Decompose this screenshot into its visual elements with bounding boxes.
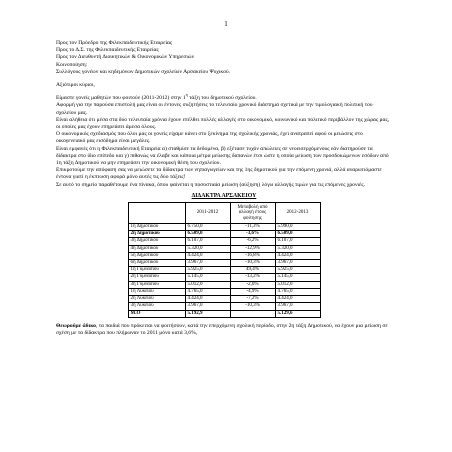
fee-2012-cell: 5.145,0 <box>275 274 320 281</box>
fee-2012-cell: 3.967,0 <box>275 303 320 310</box>
paragraph: Σε αυτό το σημείο παραθέτουμε ένα πίνακα, όπου φαίνεται η ποσοστιαία μείωση (αύξηση) λόγω αλλαγής τιμών για τις επόμενες χρονιές. <box>56 181 365 188</box>
grade-cell: 2η Δημοτικού <box>128 231 185 238</box>
fee-2012-cell: 6.509,0 <box>275 231 320 238</box>
addressee-line: Προς τον Πρόεδρο της Φιλεκπαιδευτικής Εταιρείας <box>56 40 173 46</box>
fee-2011-cell: 5.145,0 <box>185 274 230 281</box>
fee-2012-cell: 5.129,6 <box>275 310 320 317</box>
grade-cell: 3η Γυμνασίου <box>128 281 185 288</box>
grade-cell: 1η Γυμνασίου <box>128 267 185 274</box>
grade-cell: 2η Λυκείου <box>128 296 185 303</box>
change-cell: -16,8% <box>230 252 275 259</box>
change-cell: -4,9% <box>230 288 275 295</box>
grade-cell: 1η Λυκείου <box>128 288 185 295</box>
addressee-block <box>56 40 392 76</box>
cc-recipients: Συλλόγους γονέων και κηδεμόνων Δημοτικών σχολείων Αρσακείου Ψυχικού. <box>56 68 231 75</box>
fee-2011-cell: 3.967,0 <box>185 260 230 267</box>
table-header-row <box>128 203 320 224</box>
fee-2012-cell: 3.967,0 <box>275 260 320 267</box>
fee-2012-cell: 4.765,0 <box>275 288 320 295</box>
fee-2011-cell: 4.424,0 <box>185 252 230 259</box>
fee-2011-cell: 4.765,0 <box>185 288 230 295</box>
fee-2012-cell: 5.320,0 <box>275 245 320 252</box>
grade-cell: 5η Δημοτικού <box>128 252 185 259</box>
closing-paragraph <box>56 323 392 337</box>
change-cell: -6,2% <box>230 238 275 245</box>
table-row <box>128 303 320 310</box>
change-cell: -11,3% <box>230 224 275 231</box>
intro-text-end: τάξη του δημοτικού σχολείου. <box>187 95 257 102</box>
change-cell: -10,3% <box>230 260 275 267</box>
change-cell: -10,3% <box>230 303 275 310</box>
grade-cell: 2η Γυμνασίου <box>128 274 185 281</box>
table-average-row <box>128 310 320 317</box>
paragraph: Επικροτούμε την απόφαση σας να μειώσετε τα δίδακτρα των νηπιαγωγείων και της 1ης δημοτικού για την επόμενη χρονιά, αλλά αναρωτιόμαστε έντονα γιατί η έκπτωση αφορά μόνο αυτές τις δύο τάξεις! <box>56 167 382 181</box>
grade-cell: 3η Λυκείου <box>128 303 185 310</box>
table-row <box>128 267 320 274</box>
paragraph: Ο οικονομικός σχεδιασμός που όλοι μας οι γονείς είχαμε κάνει στο ξεκίνημα της σχολικής χρονιάς, έχει ανατραπεί αφού οι μειώσεις στο οικογενειακό μας εισόδημα είναι μεγάλες. <box>56 131 363 145</box>
change-cell: -13,2% <box>230 274 275 281</box>
table-row <box>128 260 320 267</box>
table-row <box>128 231 320 238</box>
table-header-cell: 2012-2013 <box>275 203 320 224</box>
paragraph: Είναι εμφανές ότι η Φιλεκπαιδευτική Εταιρεία α) σταθμίσε τα δεδομένα, β) εξέτασε τυχόν απώλειες σε νεοεισερχόμενους εάν διατηρούσε τα δίδακτρα στο ίδιο επίπεδο και γ) πιθανώς να έλαβε και κάποια μέτρα μείωσης δαπανών έτσι ώστε η οποία μείωση των προσδοκώμενων εσόδων από 1η τάξη Δημοτικού να μην επηρεάσει την οικονομική θέση του σχολείου. <box>56 145 389 167</box>
intro-superscript: η <box>185 92 188 98</box>
tuition-table <box>128 202 321 318</box>
cc-label: Κοινοποίηση: <box>56 61 88 68</box>
table-row <box>128 252 320 259</box>
table-row <box>128 238 320 245</box>
fee-2012-cell: 4.424,0 <box>275 252 320 259</box>
table-body <box>128 224 320 318</box>
fee-2012-cell: 4.424,0 <box>275 296 320 303</box>
fee-2012-cell: 6.107,0 <box>275 238 320 245</box>
table-row <box>128 224 320 231</box>
table-row <box>128 288 320 295</box>
page-number: 1 <box>224 20 228 28</box>
paragraph: Είναι αλήθεια ότι μέσα στα δύο τελευταία χρόνια έχουν επέλθει πολλές αλλαγές στο οικονομικό, κοινωνικό και πολιτικό περιβάλλον της χώρας μας, οι οποίες μας έχουν επηρεάσει άμεσα όλους. <box>56 116 390 131</box>
table-header-cell <box>128 203 185 224</box>
fee-2011-cell: 6.750,0 <box>185 224 230 231</box>
fee-2012-cell: 5.012,0 <box>275 281 320 288</box>
fee-2011-cell: 5.192,9 <box>185 310 230 317</box>
fee-2012-cell: 5.990,0 <box>275 224 320 231</box>
grade-cell: 1η Δημοτικού <box>128 224 185 231</box>
fee-2011-cell: 6.107,0 <box>185 238 230 245</box>
letter-body <box>56 40 392 337</box>
change-cell: -12,9% <box>230 245 275 252</box>
table-title: ΔΙΔΑΚΤΡΑ ΑΡΣΑΚΕΙΟΥ <box>191 192 257 199</box>
grade-cell: 6η Δημοτικού <box>128 260 185 267</box>
table-header-cell: Μεταβολή από αλλαγή έτους φοίτησης <box>230 203 275 224</box>
addressee-line: Προς το Δ.Σ. της Φιλεκπαιδευτικής Εταιρείας <box>56 47 159 54</box>
salutation: Αξιότιμοι κύριοι, <box>56 82 95 89</box>
table-row <box>128 281 320 288</box>
grade-cell: Μ.Ο <box>128 310 185 317</box>
closing-emphasis: Θεωρούμε άδικο <box>56 322 96 329</box>
fee-2011-cell: 5.320,0 <box>185 245 230 252</box>
change-cell: 49,4% <box>230 267 275 274</box>
closing-text: , τα παιδιά που πρόκειται να φοιτήσουν, κατά την επερχόμενη σχολική περίοδο, στην 2η τάξη Δημοτικού, να έχουν μια μείωση σε σχέση με τα δίδακτρα που πλήρωναν το 2011 μόνο κατά 3,6%, <box>56 322 388 336</box>
change-cell <box>230 310 275 317</box>
fee-2011-cell: 4.424,0 <box>185 296 230 303</box>
change-cell: -2,6% <box>230 281 275 288</box>
intro-text: Είμαστε γονείς μαθητών που φοιτούν (2011-2012) στην 1 <box>56 95 186 102</box>
grade-cell: 3η Δημοτικού <box>128 238 185 245</box>
table-row <box>128 245 320 252</box>
paragraph: Αφορμή για την παρούσα επιστολή μας είναι οι έντονες συζητήσεις το τελευταίο χρονικό διάστημα σχετικά με την τιμολογιακή πολιτική του σχολείου μας. <box>56 102 373 116</box>
fee-2011-cell: 3.967,0 <box>185 303 230 310</box>
fee-2012-cell: 5.925,0 <box>275 267 320 274</box>
table-header-cell: 2011-2012 <box>185 203 230 224</box>
fee-2011-cell: 5.925,0 <box>185 267 230 274</box>
change-cell: -3,6% <box>230 231 275 238</box>
table-row <box>128 296 320 303</box>
grade-cell: 4η Δημοτικού <box>128 245 185 252</box>
addressee-line: Προς τον Διευθυντή Διοικητικών & Οικονομικών Υπηρεσιών <box>56 54 195 61</box>
change-cell: -7,2% <box>230 296 275 303</box>
table-row <box>128 274 320 281</box>
fee-2011-cell: 5.012,0 <box>185 281 230 288</box>
fee-2011-cell: 6.509,0 <box>185 231 230 238</box>
